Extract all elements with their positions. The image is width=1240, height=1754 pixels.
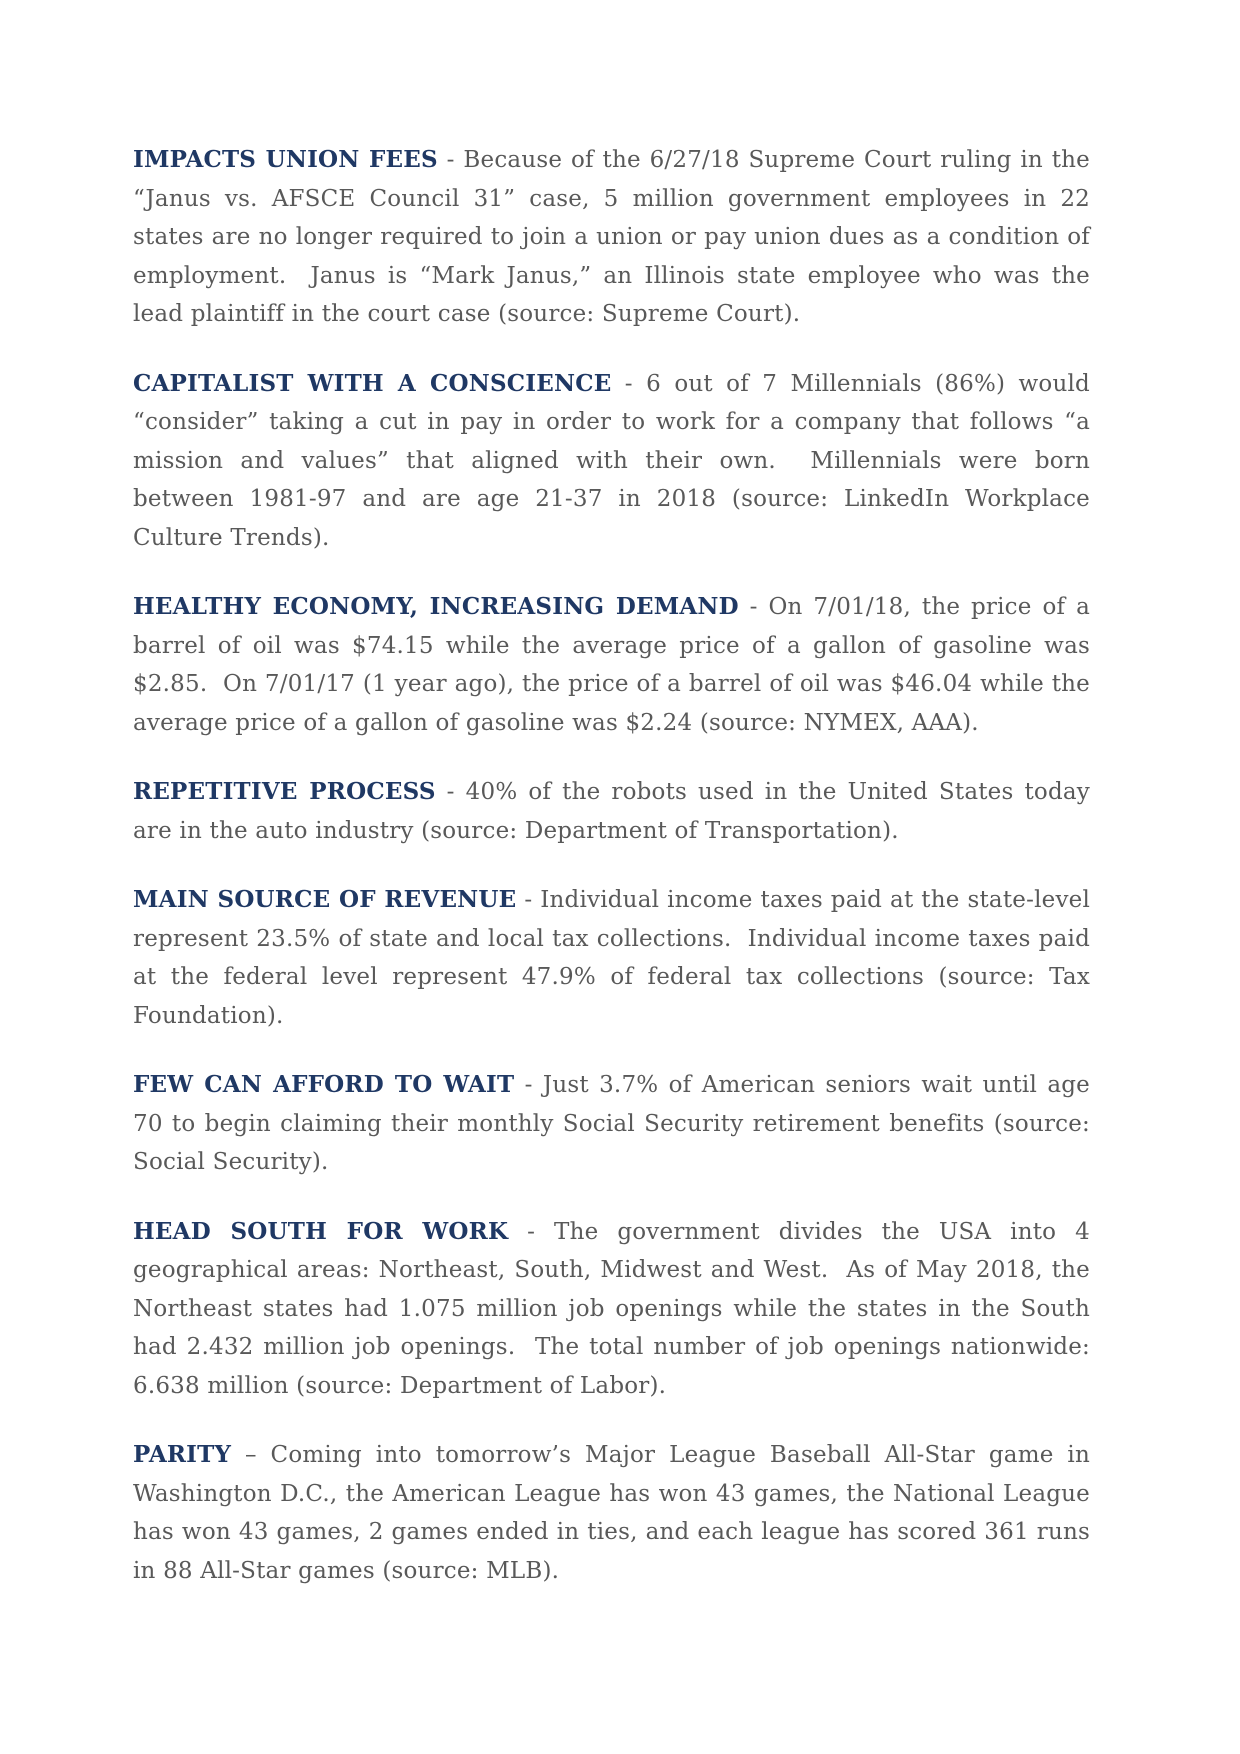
- news-item: [133, 1436, 1090, 1590]
- news-item-heading: HEALTHY ECONOMY, INCREASING DEMAND: [133, 593, 739, 620]
- news-item: [133, 1066, 1090, 1182]
- heading-separator: -: [435, 779, 466, 805]
- news-item-body: Just 3.7% of American seniors wait until age 70 to begin claiming their monthly Social Security retirement benefits (source: Social Security).: [133, 1072, 1090, 1175]
- news-item-heading: FEW CAN AFFORD TO WAIT: [133, 1071, 515, 1098]
- news-item-body: 6 out of 7 Millennials (86%) would “consider” taking a cut in pay in order to work for a company that follows “a mission and values” that aligned with their own. Millennials were born between 1981-97 and are age 21-37 in 2018 (source: LinkedIn Workplace Culture Trends).: [133, 370, 1090, 551]
- news-item-body: Coming into tomorrow’s Major League Baseball All-Star game in Washington D.C., the American League has won 43 games, the National League has won 43 games, 2 games ended in ties, and each league has scored 361 runs in 88 All-Star games (source: MLB).: [133, 1442, 1090, 1584]
- news-item: [133, 141, 1090, 334]
- heading-separator: -: [508, 1218, 555, 1245]
- news-item: [133, 773, 1090, 850]
- news-item-body: The government divides the USA into 4 geographical areas: Northeast, South, Midwest and West. As of May 2018, the Northeast states had 1.075 million job openings while the states in the South had 2.432 million job openings. The total number of job openings nationwide: 6.638 million (source: Department of Labor).: [133, 1218, 1090, 1399]
- heading-separator: -: [437, 147, 464, 173]
- heading-separator: -: [738, 594, 769, 620]
- news-item-body: On 7/01/18, the price of a barrel of oil was $74.15 while the average price of a gallon of gasoline was $2.85. On 7/01/17 (1 year ago), the price of a barrel of oil was $46.04 while the average price of a gallon of gasoline was $2.24 (source: NYMEX, AAA).: [133, 594, 1090, 736]
- news-item-body: Individual income taxes paid at the state-level represent 23.5% of state and local tax collections. Individual income taxes paid at the federal level represent 47.9% of federal tax collections (source: Tax Foundation).: [133, 887, 1091, 1029]
- news-item-heading: IMPACTS UNION FEES: [133, 146, 438, 173]
- heading-separator: -: [516, 887, 541, 913]
- news-item-body: 40% of the robots used in the United States today are in the auto industry (source: Department of Transportation).: [133, 779, 1091, 844]
- heading-separator: -: [514, 1072, 543, 1098]
- news-item-heading: MAIN SOURCE OF REVENUE: [133, 886, 517, 913]
- heading-separator: -: [611, 370, 647, 397]
- news-item-heading: PARITY: [133, 1441, 232, 1468]
- heading-separator: –: [231, 1442, 271, 1468]
- news-item: [133, 365, 1090, 558]
- news-item-heading: CAPITALIST WITH A CONSCIENCE: [133, 369, 612, 397]
- news-item: [133, 881, 1090, 1035]
- news-item: [133, 1213, 1090, 1406]
- news-item-body: Because of the 6/27/18 Supreme Court ruling in the “Janus vs. AFSCE Council 31” case, 5 million government employees in 22 states are no longer required to join a union or pay union dues as a condition of employment. Janus is “Mark Janus,” an Illinois state employee who was the lead plaintiff in the court case (source: Supreme Court).: [133, 147, 1090, 327]
- news-item-heading: REPETITIVE PROCESS: [133, 778, 436, 805]
- news-item-heading: HEAD SOUTH FOR WORK: [133, 1217, 509, 1245]
- news-item: [133, 588, 1090, 742]
